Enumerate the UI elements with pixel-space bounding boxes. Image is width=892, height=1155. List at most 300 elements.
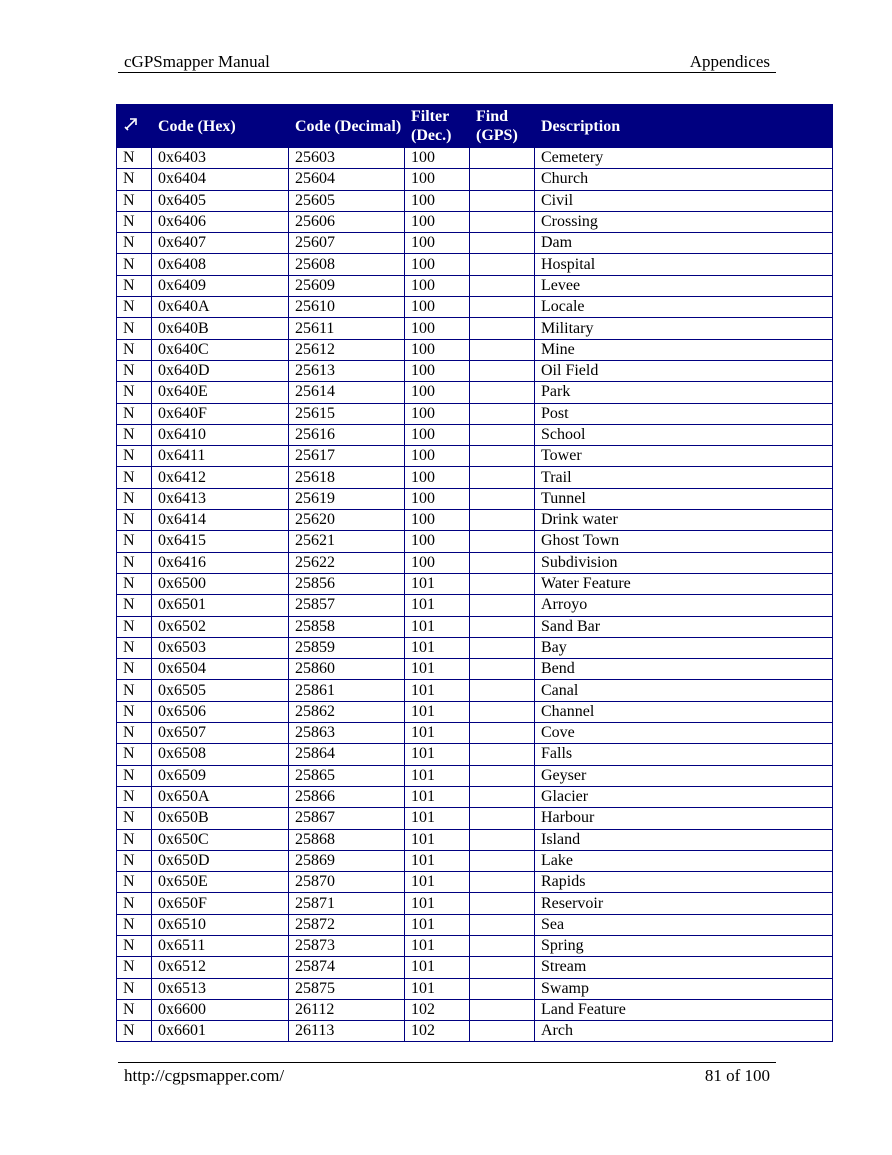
cell-type: N xyxy=(117,637,152,658)
column-header-description: Description xyxy=(535,105,833,148)
cell-find xyxy=(470,808,535,829)
cell-code-decimal: 25861 xyxy=(289,680,405,701)
cell-code-decimal: 25857 xyxy=(289,595,405,616)
cell-filter: 100 xyxy=(405,190,470,211)
cell-description: Arroyo xyxy=(535,595,833,616)
cell-code-hex: 0x6507 xyxy=(152,723,289,744)
cell-code-hex: 0x6501 xyxy=(152,595,289,616)
cell-type: N xyxy=(117,935,152,956)
cell-filter: 101 xyxy=(405,914,470,935)
table-row xyxy=(117,935,833,956)
cell-filter: 101 xyxy=(405,893,470,914)
cell-code-decimal: 25863 xyxy=(289,723,405,744)
cell-filter: 100 xyxy=(405,446,470,467)
table-row xyxy=(117,872,833,893)
cell-type: N xyxy=(117,616,152,637)
cell-type: N xyxy=(117,275,152,296)
cell-filter: 100 xyxy=(405,297,470,318)
cell-type: N xyxy=(117,914,152,935)
cell-description: Crossing xyxy=(535,211,833,232)
cell-code-hex: 0x640F xyxy=(152,403,289,424)
cell-find xyxy=(470,786,535,807)
cell-code-hex: 0x6601 xyxy=(152,1021,289,1042)
table-row xyxy=(117,850,833,871)
cell-description: Dam xyxy=(535,233,833,254)
column-header-type xyxy=(117,105,152,148)
footer-url: http://cgpsmapper.com/ xyxy=(124,1066,285,1085)
column-header-code-decimal: Code (Decimal) xyxy=(289,105,405,148)
cell-find xyxy=(470,765,535,786)
cell-find xyxy=(470,148,535,169)
cell-code-hex: 0x6503 xyxy=(152,637,289,658)
cell-find xyxy=(470,872,535,893)
cell-filter: 101 xyxy=(405,872,470,893)
cell-find xyxy=(470,573,535,594)
cell-filter: 100 xyxy=(405,403,470,424)
cell-code-hex: 0x6413 xyxy=(152,488,289,509)
cell-type: N xyxy=(117,872,152,893)
table-row xyxy=(117,786,833,807)
cell-code-decimal: 25610 xyxy=(289,297,405,318)
cell-code-decimal: 25858 xyxy=(289,616,405,637)
manual-title: cGPSmapper Manual xyxy=(124,52,270,71)
cell-type: N xyxy=(117,1021,152,1042)
cell-filter: 102 xyxy=(405,1021,470,1042)
cell-find xyxy=(470,893,535,914)
cell-find xyxy=(470,978,535,999)
table-row xyxy=(117,446,833,467)
cell-code-decimal: 25856 xyxy=(289,573,405,594)
cell-description: Mine xyxy=(535,339,833,360)
cell-filter: 100 xyxy=(405,211,470,232)
cell-description: Glacier xyxy=(535,786,833,807)
cell-find xyxy=(470,701,535,722)
cell-code-decimal: 25613 xyxy=(289,360,405,381)
cell-find xyxy=(470,403,535,424)
table-row xyxy=(117,1021,833,1042)
cell-type: N xyxy=(117,659,152,680)
cell-code-decimal: 25619 xyxy=(289,488,405,509)
cell-code-hex: 0x640C xyxy=(152,339,289,360)
cell-code-hex: 0x6509 xyxy=(152,765,289,786)
cell-description: Sand Bar xyxy=(535,616,833,637)
cell-code-decimal: 25865 xyxy=(289,765,405,786)
cell-code-decimal: 25622 xyxy=(289,552,405,573)
cell-filter: 101 xyxy=(405,808,470,829)
cell-code-hex: 0x6412 xyxy=(152,467,289,488)
cell-find xyxy=(470,595,535,616)
cell-type: N xyxy=(117,382,152,403)
table-row xyxy=(117,680,833,701)
cell-description: Geyser xyxy=(535,765,833,786)
pin-arrow-icon xyxy=(123,116,139,137)
page-header xyxy=(118,52,776,73)
cell-find xyxy=(470,744,535,765)
poi-code-table xyxy=(116,104,833,1042)
cell-description: Harbour xyxy=(535,808,833,829)
cell-find xyxy=(470,616,535,637)
cell-find xyxy=(470,339,535,360)
cell-code-decimal: 25614 xyxy=(289,382,405,403)
cell-type: N xyxy=(117,701,152,722)
cell-type: N xyxy=(117,169,152,190)
cell-filter: 100 xyxy=(405,382,470,403)
cell-description: Bay xyxy=(535,637,833,658)
cell-code-hex: 0x6404 xyxy=(152,169,289,190)
cell-find xyxy=(470,914,535,935)
cell-description: Military xyxy=(535,318,833,339)
cell-code-decimal: 25618 xyxy=(289,467,405,488)
cell-description: Post xyxy=(535,403,833,424)
cell-description: Stream xyxy=(535,957,833,978)
cell-find xyxy=(470,637,535,658)
cell-code-hex: 0x650D xyxy=(152,850,289,871)
cell-code-hex: 0x6415 xyxy=(152,531,289,552)
table-row xyxy=(117,403,833,424)
cell-code-hex: 0x640B xyxy=(152,318,289,339)
cell-find xyxy=(470,318,535,339)
cell-code-hex: 0x6408 xyxy=(152,254,289,275)
table-row xyxy=(117,360,833,381)
cell-code-decimal: 25864 xyxy=(289,744,405,765)
cell-type: N xyxy=(117,573,152,594)
cell-description: Trail xyxy=(535,467,833,488)
cell-type: N xyxy=(117,297,152,318)
table-row xyxy=(117,424,833,445)
cell-description: Spring xyxy=(535,935,833,956)
cell-description: Tunnel xyxy=(535,488,833,509)
cell-type: N xyxy=(117,595,152,616)
cell-description: Hospital xyxy=(535,254,833,275)
cell-find xyxy=(470,360,535,381)
table-row xyxy=(117,637,833,658)
cell-filter: 101 xyxy=(405,723,470,744)
cell-find xyxy=(470,190,535,211)
cell-code-decimal: 25870 xyxy=(289,872,405,893)
table-row xyxy=(117,254,833,275)
cell-code-decimal: 25620 xyxy=(289,510,405,531)
cell-filter: 101 xyxy=(405,978,470,999)
cell-filter: 102 xyxy=(405,999,470,1020)
cell-find xyxy=(470,275,535,296)
cell-code-hex: 0x6511 xyxy=(152,935,289,956)
table-row xyxy=(117,169,833,190)
cell-type: N xyxy=(117,488,152,509)
cell-description: Land Feature xyxy=(535,999,833,1020)
page-number: 81 of 100 xyxy=(704,1066,770,1085)
cell-type: N xyxy=(117,318,152,339)
cell-type: N xyxy=(117,403,152,424)
table-row xyxy=(117,616,833,637)
cell-find xyxy=(470,1021,535,1042)
table-row xyxy=(117,297,833,318)
cell-description: Cemetery xyxy=(535,148,833,169)
cell-code-decimal: 25872 xyxy=(289,914,405,935)
cell-find xyxy=(470,211,535,232)
section-title: Appendices xyxy=(689,52,770,71)
cell-filter: 101 xyxy=(405,957,470,978)
cell-find xyxy=(470,467,535,488)
table-row xyxy=(117,999,833,1020)
cell-filter: 101 xyxy=(405,850,470,871)
cell-filter: 100 xyxy=(405,510,470,531)
cell-description: Canal xyxy=(535,680,833,701)
cell-code-decimal: 25621 xyxy=(289,531,405,552)
table-row xyxy=(117,659,833,680)
cell-find xyxy=(470,488,535,509)
cell-find xyxy=(470,297,535,318)
cell-code-decimal: 25860 xyxy=(289,659,405,680)
cell-code-hex: 0x640E xyxy=(152,382,289,403)
cell-find xyxy=(470,829,535,850)
cell-code-decimal: 25607 xyxy=(289,233,405,254)
cell-type: N xyxy=(117,446,152,467)
cell-code-decimal: 25609 xyxy=(289,275,405,296)
cell-filter: 101 xyxy=(405,595,470,616)
table-row xyxy=(117,957,833,978)
cell-code-hex: 0x6407 xyxy=(152,233,289,254)
cell-description: Park xyxy=(535,382,833,403)
table-row xyxy=(117,978,833,999)
cell-description: Oil Field xyxy=(535,360,833,381)
cell-filter: 100 xyxy=(405,552,470,573)
cell-code-decimal: 25866 xyxy=(289,786,405,807)
cell-type: N xyxy=(117,510,152,531)
cell-type: N xyxy=(117,893,152,914)
cell-type: N xyxy=(117,978,152,999)
cell-filter: 100 xyxy=(405,148,470,169)
cell-type: N xyxy=(117,744,152,765)
cell-code-hex: 0x6409 xyxy=(152,275,289,296)
table-row xyxy=(117,211,833,232)
cell-code-hex: 0x6406 xyxy=(152,211,289,232)
table-row xyxy=(117,467,833,488)
cell-type: N xyxy=(117,190,152,211)
cell-filter: 100 xyxy=(405,424,470,445)
cell-filter: 100 xyxy=(405,339,470,360)
cell-description: Swamp xyxy=(535,978,833,999)
cell-filter: 100 xyxy=(405,233,470,254)
cell-code-decimal: 26113 xyxy=(289,1021,405,1042)
cell-code-decimal: 25867 xyxy=(289,808,405,829)
cell-type: N xyxy=(117,765,152,786)
cell-filter: 101 xyxy=(405,659,470,680)
cell-code-hex: 0x6508 xyxy=(152,744,289,765)
table-row xyxy=(117,318,833,339)
cell-code-hex: 0x6600 xyxy=(152,999,289,1020)
cell-find xyxy=(470,957,535,978)
cell-code-hex: 0x640A xyxy=(152,297,289,318)
cell-find xyxy=(470,552,535,573)
table-row xyxy=(117,510,833,531)
column-header-find: Find (GPS) xyxy=(470,105,535,148)
cell-description: Ghost Town xyxy=(535,531,833,552)
cell-code-hex: 0x6505 xyxy=(152,680,289,701)
cell-find xyxy=(470,233,535,254)
table-row xyxy=(117,765,833,786)
cell-description: Rapids xyxy=(535,872,833,893)
table-row xyxy=(117,744,833,765)
cell-code-decimal: 25604 xyxy=(289,169,405,190)
cell-code-hex: 0x650B xyxy=(152,808,289,829)
cell-find xyxy=(470,424,535,445)
cell-code-hex: 0x650A xyxy=(152,786,289,807)
cell-filter: 101 xyxy=(405,680,470,701)
table-row xyxy=(117,275,833,296)
cell-filter: 101 xyxy=(405,935,470,956)
cell-filter: 100 xyxy=(405,467,470,488)
cell-code-decimal: 25875 xyxy=(289,978,405,999)
cell-code-hex: 0x650C xyxy=(152,829,289,850)
cell-code-decimal: 25608 xyxy=(289,254,405,275)
cell-description: Drink water xyxy=(535,510,833,531)
cell-code-decimal: 25616 xyxy=(289,424,405,445)
cell-type: N xyxy=(117,999,152,1020)
cell-type: N xyxy=(117,211,152,232)
cell-find xyxy=(470,723,535,744)
cell-description: Church xyxy=(535,169,833,190)
cell-description: Civil xyxy=(535,190,833,211)
cell-filter: 101 xyxy=(405,573,470,594)
table-row xyxy=(117,233,833,254)
cell-type: N xyxy=(117,233,152,254)
page-footer xyxy=(118,1062,776,1085)
cell-code-decimal: 25617 xyxy=(289,446,405,467)
cell-description: Tower xyxy=(535,446,833,467)
cell-description: Arch xyxy=(535,1021,833,1042)
cell-code-decimal: 25603 xyxy=(289,148,405,169)
cell-code-hex: 0x650F xyxy=(152,893,289,914)
column-header-code-hex: Code (Hex) xyxy=(152,105,289,148)
table-row xyxy=(117,701,833,722)
cell-code-hex: 0x6510 xyxy=(152,914,289,935)
table-row xyxy=(117,595,833,616)
table-row xyxy=(117,552,833,573)
cell-code-hex: 0x650E xyxy=(152,872,289,893)
cell-code-decimal: 25615 xyxy=(289,403,405,424)
cell-code-decimal: 25606 xyxy=(289,211,405,232)
cell-code-hex: 0x6502 xyxy=(152,616,289,637)
cell-find xyxy=(470,254,535,275)
cell-code-decimal: 25873 xyxy=(289,935,405,956)
cell-type: N xyxy=(117,829,152,850)
cell-filter: 101 xyxy=(405,786,470,807)
cell-description: Reservoir xyxy=(535,893,833,914)
cell-code-hex: 0x6411 xyxy=(152,446,289,467)
table-row xyxy=(117,808,833,829)
table-row xyxy=(117,382,833,403)
cell-code-hex: 0x6403 xyxy=(152,148,289,169)
cell-code-decimal: 25869 xyxy=(289,850,405,871)
cell-code-hex: 0x6414 xyxy=(152,510,289,531)
cell-type: N xyxy=(117,531,152,552)
column-header-filter: Filter (Dec.) xyxy=(405,105,470,148)
cell-code-decimal: 26112 xyxy=(289,999,405,1020)
cell-description: Sea xyxy=(535,914,833,935)
cell-filter: 100 xyxy=(405,531,470,552)
cell-find xyxy=(470,531,535,552)
cell-code-hex: 0x6513 xyxy=(152,978,289,999)
table-row xyxy=(117,893,833,914)
cell-find xyxy=(470,510,535,531)
table-row xyxy=(117,723,833,744)
cell-filter: 101 xyxy=(405,637,470,658)
cell-code-hex: 0x6500 xyxy=(152,573,289,594)
cell-code-hex: 0x640D xyxy=(152,360,289,381)
cell-find xyxy=(470,446,535,467)
table-row xyxy=(117,573,833,594)
cell-code-decimal: 25605 xyxy=(289,190,405,211)
cell-filter: 101 xyxy=(405,765,470,786)
cell-code-decimal: 25612 xyxy=(289,339,405,360)
cell-find xyxy=(470,680,535,701)
cell-description: Bend xyxy=(535,659,833,680)
cell-code-hex: 0x6410 xyxy=(152,424,289,445)
cell-filter: 101 xyxy=(405,616,470,637)
cell-type: N xyxy=(117,552,152,573)
cell-filter: 100 xyxy=(405,254,470,275)
cell-code-hex: 0x6416 xyxy=(152,552,289,573)
cell-filter: 100 xyxy=(405,318,470,339)
cell-description: Cove xyxy=(535,723,833,744)
table-row xyxy=(117,190,833,211)
table-row xyxy=(117,148,833,169)
cell-filter: 101 xyxy=(405,744,470,765)
cell-filter: 101 xyxy=(405,701,470,722)
cell-filter: 100 xyxy=(405,360,470,381)
cell-code-decimal: 25859 xyxy=(289,637,405,658)
cell-find xyxy=(470,850,535,871)
cell-type: N xyxy=(117,957,152,978)
cell-filter: 100 xyxy=(405,275,470,296)
cell-filter: 101 xyxy=(405,829,470,850)
cell-code-hex: 0x6506 xyxy=(152,701,289,722)
cell-description: Island xyxy=(535,829,833,850)
cell-code-decimal: 25874 xyxy=(289,957,405,978)
cell-description: Channel xyxy=(535,701,833,722)
cell-description: Subdivision xyxy=(535,552,833,573)
cell-find xyxy=(470,935,535,956)
cell-type: N xyxy=(117,360,152,381)
table-row xyxy=(117,488,833,509)
cell-type: N xyxy=(117,467,152,488)
cell-code-hex: 0x6512 xyxy=(152,957,289,978)
cell-find xyxy=(470,382,535,403)
table-row xyxy=(117,914,833,935)
table-row xyxy=(117,339,833,360)
cell-type: N xyxy=(117,808,152,829)
cell-description: Levee xyxy=(535,275,833,296)
cell-code-hex: 0x6405 xyxy=(152,190,289,211)
cell-type: N xyxy=(117,254,152,275)
cell-type: N xyxy=(117,680,152,701)
cell-type: N xyxy=(117,723,152,744)
cell-code-decimal: 25611 xyxy=(289,318,405,339)
cell-filter: 100 xyxy=(405,488,470,509)
cell-type: N xyxy=(117,339,152,360)
cell-description: Falls xyxy=(535,744,833,765)
table-header-row xyxy=(117,105,833,148)
cell-type: N xyxy=(117,850,152,871)
cell-find xyxy=(470,659,535,680)
cell-find xyxy=(470,999,535,1020)
cell-code-hex: 0x6504 xyxy=(152,659,289,680)
cell-description: Lake xyxy=(535,850,833,871)
cell-type: N xyxy=(117,424,152,445)
cell-description: Water Feature xyxy=(535,573,833,594)
cell-code-decimal: 25868 xyxy=(289,829,405,850)
cell-type: N xyxy=(117,786,152,807)
